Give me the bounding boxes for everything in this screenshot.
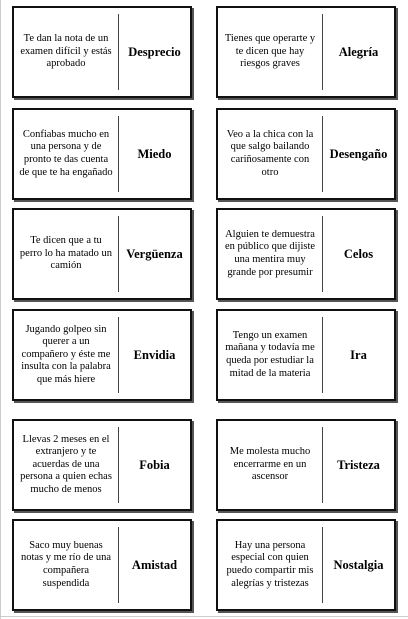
emotion-card — [216, 309, 396, 401]
situation-text: Jugando golpeo sin querer a un compañero y éste me insulta con la palabra que más hiere — [21, 323, 111, 385]
emotion-card — [12, 309, 192, 401]
emotion-card — [216, 6, 396, 98]
emotion-label: Vergüenza — [126, 246, 183, 261]
emotion-label: Ira — [350, 347, 367, 362]
situation-text: Saco muy buenas notas y me río de una compañera suspendida — [20, 539, 112, 589]
emotion-label: Amistad — [131, 557, 178, 572]
emotion-label: Miedo — [137, 146, 172, 161]
situation-text: Llevas 2 meses en el extranjero y te acuerdas de una persona a quien echas mucho de menos — [20, 433, 112, 495]
situation-text: Tengo un examen mañana y todavía me queda por estudiar la mitad de la materia — [225, 329, 315, 379]
emotion-label: Desengaño — [329, 146, 388, 161]
situation-text: Me molesta mucho encerrarme en un ascensor — [229, 446, 311, 483]
page-bottom-edge — [0, 616, 408, 617]
emotion-card — [12, 419, 192, 511]
emotion-card — [12, 6, 192, 98]
emotion-card — [12, 519, 192, 611]
emotion-label: Fobia — [139, 457, 170, 472]
emotion-label: Alegría — [338, 44, 379, 59]
situation-text: Tienes que operarte y te dicen que hay riesgos graves — [224, 33, 316, 70]
emotion-label: Celos — [343, 246, 374, 261]
situation-text: Veo a la chica con la que salgo bailando cariñosamente con otro — [226, 128, 314, 178]
situation-text: Alguien te demuestra en público que dijiste una mentira muy grande por presumir — [224, 228, 316, 278]
situation-text: Te dicen que a tu perro lo ha matado un camión — [19, 235, 113, 272]
situation-text: Confiabas mucho en una persona y de pronto te das cuenta de que te ha engañado — [19, 128, 113, 178]
situation-text: Hay una persona especial con quien puedo compartir mis alegrías y tristezas — [226, 539, 314, 589]
emotion-label: Envidia — [133, 347, 176, 362]
situation-text: Te dan la nota de un examen difícil y estás aprobado — [20, 33, 112, 70]
emotion-label: Tristeza — [337, 457, 380, 472]
emotion-card — [216, 519, 396, 611]
emotion-card — [216, 419, 396, 511]
emotion-card — [216, 108, 396, 200]
emotion-label: Nostalgia — [333, 557, 384, 572]
emotion-card — [12, 108, 192, 200]
emotion-card — [216, 208, 396, 300]
emotion-label: Desprecio — [128, 44, 181, 59]
emotion-card — [12, 208, 192, 300]
page-left-edge — [0, 0, 1, 619]
